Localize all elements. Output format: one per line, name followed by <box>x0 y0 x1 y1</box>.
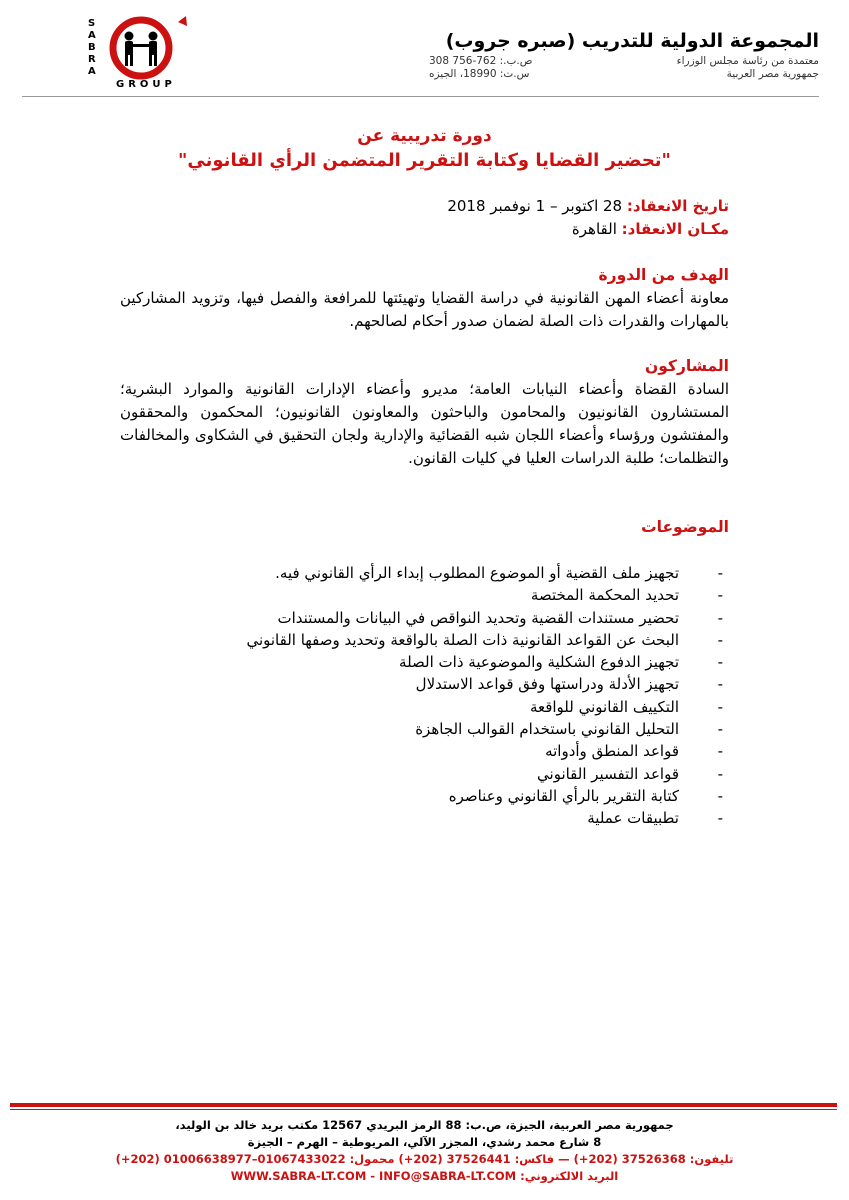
list-item <box>120 696 729 718</box>
list-item <box>120 584 729 606</box>
topic-text: تجهيز الأدلة ودراستها وفق قواعد الاستدلال <box>415 675 679 694</box>
footer-phone-line: تليفون: 37526368 (202+) — فاكس: 37526441 (202+) محمول: 01067433022–01006638977 (202+) <box>115 1152 734 1166</box>
date-value: 28 اكتوبر – 1 نوفمبر 2018 <box>447 197 623 215</box>
dash-bullet: - <box>717 653 723 672</box>
commercial-register-text: س.ت: 18990، الجيزه <box>429 68 530 80</box>
organization-sub-line-1 <box>429 55 819 67</box>
dash-bullet: - <box>717 608 723 627</box>
logo-letter: A <box>88 30 96 41</box>
organization-info <box>399 30 819 80</box>
list-item <box>120 718 729 740</box>
organization-name: المجموعة الدولية للتدريب (صبره جروب) <box>445 30 819 52</box>
list-item <box>120 763 729 785</box>
topic-text: تجهيز ملف القضية أو الموضوع المطلوب إبداء الرأي القانوني فيه. <box>275 564 679 582</box>
topic-text: التكييف القانوني للواقعة <box>529 697 679 716</box>
list-item <box>120 785 729 807</box>
topic-text: قواعد التفسير القانوني <box>537 764 679 783</box>
list-item <box>120 807 729 829</box>
dash-bullet: - <box>717 586 723 605</box>
country-text: جمهورية مصر العربية <box>726 68 819 80</box>
dash-bullet: - <box>717 764 723 783</box>
footer-divider-thin <box>10 1109 837 1110</box>
participants-heading: المشاركون <box>644 357 729 375</box>
dash-bullet: - <box>717 564 723 582</box>
logo-letter: R <box>88 54 96 65</box>
dash-bullet: - <box>717 720 723 739</box>
footer-web-email-line[interactable]: البريد الالكتروني: WWW.SABRA-LT.COM - INFO@SABRA-LT.COM <box>230 1169 619 1183</box>
logo-graphic-icon <box>86 8 196 90</box>
list-item <box>120 651 729 673</box>
footer-divider-thick <box>10 1103 837 1107</box>
header-divider <box>22 96 819 97</box>
goal-heading: الهدف من الدورة <box>598 266 729 284</box>
footer <box>40 1117 809 1185</box>
goal-text: معاونة أعضاء المهن القانونية في دراسة القضايا وتهيئتها للمرافعة والفصل فيها، وتزويد المشاركين بالمهارات والقدرات ذات الصلة لضمان صدور أحكام لصالحهم. <box>120 289 729 330</box>
list-item <box>120 740 729 762</box>
organization-sub-line-2 <box>429 68 819 80</box>
title-line-2: "تحضير القضايا وكتابة التقرير المتضمن الرأي القانوني" <box>178 150 671 171</box>
dash-bullet: - <box>717 786 723 805</box>
dash-bullet: - <box>717 697 723 716</box>
list-item <box>120 629 729 651</box>
list-item <box>120 562 729 584</box>
topic-text: تحديد المحكمة المختصة <box>530 586 679 605</box>
place-line <box>120 218 729 241</box>
topics-heading: الموضوعات <box>641 518 729 536</box>
participants-section <box>120 355 729 470</box>
dash-bullet: - <box>717 742 723 761</box>
list-item <box>120 673 729 695</box>
footer-address-line-1: جمهورية مصر العربية، الجيزة، ص.ب: 88 الرمز البريدي 12567 مكتب بريد خالد بن الوليد، <box>175 1118 674 1132</box>
meta-section <box>120 195 729 241</box>
logo-letter: S <box>88 18 96 29</box>
topic-text: البحث عن القواعد القانونية ذات الصلة بالواقعة وتحديد وصفها القانوني <box>246 630 679 649</box>
topics-list <box>120 562 729 830</box>
logo-letter: A <box>88 66 96 77</box>
title-line-1: دورة تدريبية عن <box>357 126 492 146</box>
dash-bullet: - <box>717 675 723 694</box>
date-label: تاريخ الانعقاد: <box>626 197 729 215</box>
place-label: مكـان الانعقاد: <box>621 220 729 238</box>
accreditation-text: معتمدة من رئاسة مجلس الوزراء <box>676 55 819 67</box>
list-item <box>120 607 729 629</box>
letterhead <box>0 0 849 100</box>
goal-section <box>120 264 729 333</box>
dash-bullet: - <box>717 630 723 649</box>
topic-text: التحليل القانوني باستخدام القوالب الجاهزة <box>415 720 679 739</box>
topic-text: قواعد المنطق وأدواته <box>545 742 679 761</box>
participants-text: السادة القضاة وأعضاء النيابات العامة؛ مديرو وأعضاء الإدارات القانونية والموارد البشرية؛ المستشارون القانونيون والمحامون والباحثون والمعاونون القانونيون؛ المحكمون والمحققون والمفتشون ورؤساء وأعضاء اللجان شبه القضائية والإدارية ولجان التحقيق في الشكاوى والمخالفات والتظلمات؛ طلبة الدراسات العليا في كليات القانون. <box>120 380 729 467</box>
topic-text: تجهيز الدفوع الشكلية والموضوعية ذات الصلة <box>399 653 679 672</box>
topics-section <box>120 516 729 539</box>
po-box-text: ص.ب.: 762-756 308 <box>429 55 533 67</box>
dash-bullet: - <box>717 809 723 828</box>
topic-text: تطبيقات عملية <box>587 809 679 828</box>
date-line <box>120 195 729 218</box>
sabra-group-logo <box>86 8 196 90</box>
footer-address-line-2: 8 شارع محمد رشدي، المجزر الآلي، المريوطية – الهرم – الجيزة <box>247 1135 602 1149</box>
topic-text: تحضير مستندات القضية وتحديد النواقص في البيانات والمستندات <box>277 608 679 627</box>
topic-text: كتابة التقرير بالرأي القانوني وعناصره <box>448 786 679 805</box>
logo-letter: B <box>88 42 96 53</box>
course-title <box>0 124 849 174</box>
logo-group-text: GROUP <box>116 79 176 90</box>
place-value: القاهرة <box>571 220 617 238</box>
topics-list-area <box>120 562 729 830</box>
